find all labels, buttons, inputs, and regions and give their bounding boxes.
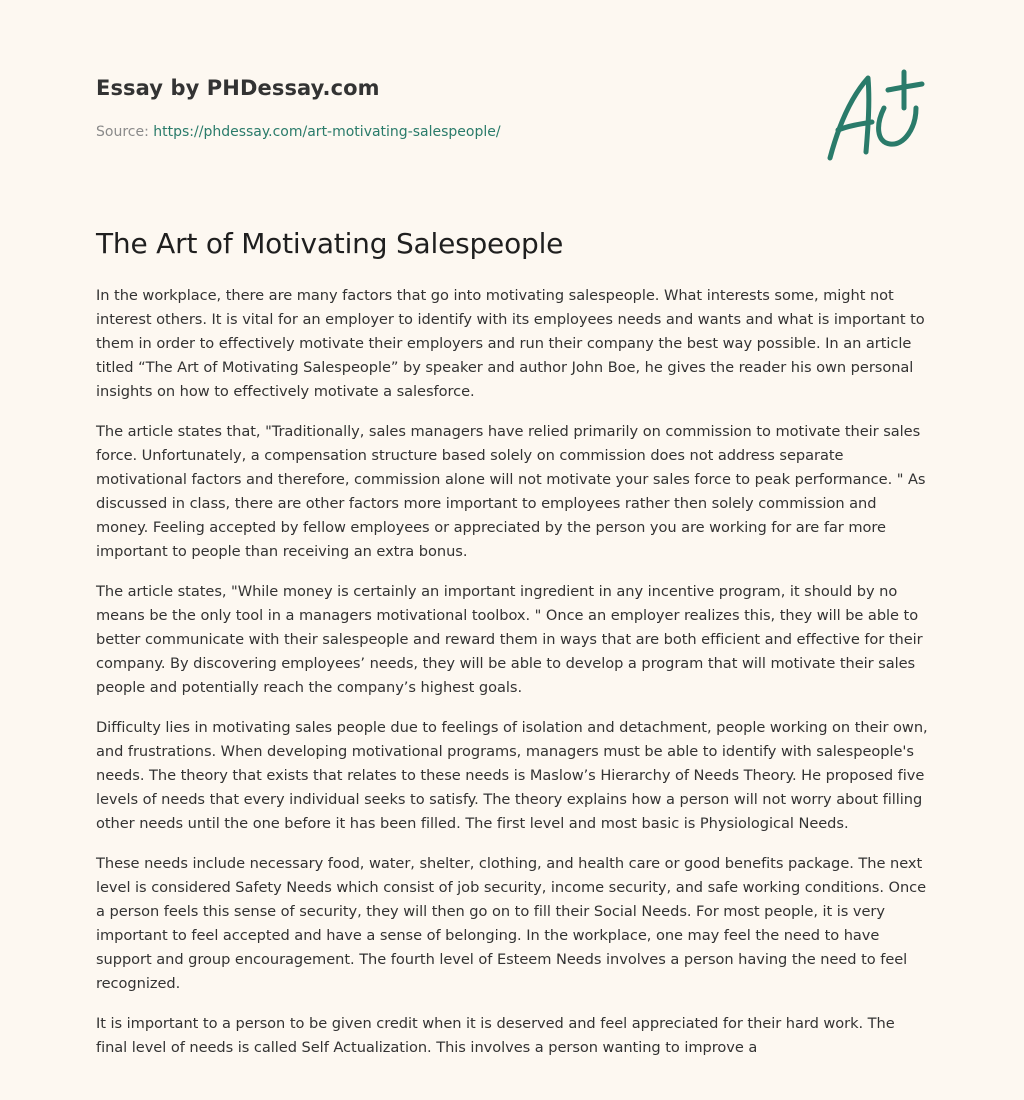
source-line xyxy=(96,124,501,140)
essay-paragraph: It is important to a person to be given credit when it is deserved and feel appreciated for their hard work. The final level of needs is called Self Actualization. This involves a person wanting to improve a xyxy=(96,1015,895,1056)
source-link[interactable]: https://phdessay.com/art-motivating-salespeople/ xyxy=(153,124,501,140)
essay-paragraph: The article states, "While money is certainly an important ingredient in any incentive program, it should by no means be the only tool in a managers motivational toolbox. " Once an employer realizes this, they will be able to better communicate with their salespeople and reward them in ways that are both efficient and effective for their company. By discovering employees’ needs, they will be able to develop a program that will motivate their sales people and potentially reach the company’s highest goals. xyxy=(96,583,923,696)
essay-body xyxy=(96,284,930,1076)
essay-paragraph: These needs include necessary food, water, shelter, clothing, and health care or good benefits package. The next level is considered Safety Needs which consist of job security, income security, and safe working conditions. Once a person feels this sense of security, they will then go on to fill their Social Needs. For most people, it is very important to feel accepted and have a sense of belonging. In the workplace, one may feel the need to have support and group encouragement. The fourth level of Esteem Needs involves a person having the need to feel recognized. xyxy=(96,855,927,992)
essay-paragraph: The article states that, "Traditionally, sales managers have relied primarily on commission to motivate their sales force. Unfortunately, a compensation structure based solely on commission does not address separate motivational factors and therefore, commission alone will not motivate your sales force to peak performance. " As discussed in class, there are other factors more important to employees rather then solely commission and money. Feeling accepted by fellow employees or appreciated by the person you are working for are far more important to people than receiving an extra bonus. xyxy=(96,423,926,560)
a-plus-logo-icon xyxy=(824,68,928,164)
page-header xyxy=(96,0,928,200)
essay-title: The Art of Motivating Salespeople xyxy=(96,227,564,260)
essay-paragraph: Difficulty lies in motivating sales people due to feelings of isolation and detachment, people working on their own, and frustrations. When developing motivational programs, managers must be able to identify with salespeople's needs. The theory that exists that relates to these needs is Maslow’s Hierarchy of Needs Theory. He proposed five levels of needs that every individual seeks to satisfy. The theory explains how a person will not worry about filling other needs until the one before it has been filled. The first level and most basic is Physiological Needs. xyxy=(96,719,928,832)
source-label: Source: xyxy=(96,124,149,140)
essay-paragraph: In the workplace, there are many factors that go into motivating salespeople. What interests some, might not interest others. It is vital for an employer to identify with its employees needs and wants and what is important to them in order to effectively motivate their employers and run their company the best way possible. In an article titled “The Art of Motivating Salespeople” by speaker and author John Boe, he gives the reader his own personal insights on how to effectively motivate a salesforce. xyxy=(96,287,925,400)
site-title: Essay by PHDessay.com xyxy=(96,76,380,100)
